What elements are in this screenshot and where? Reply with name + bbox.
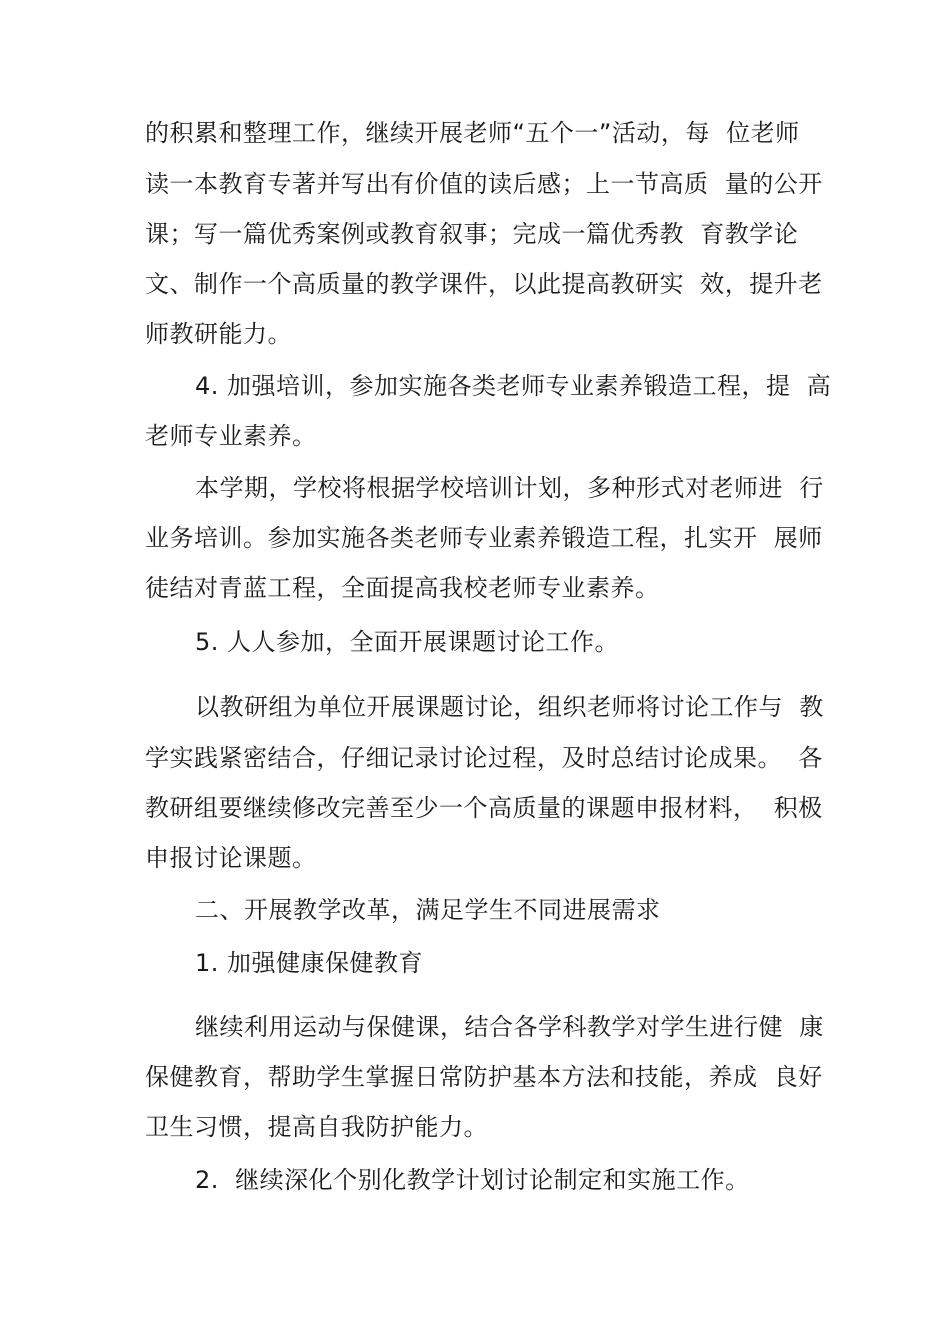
paragraph-start: 以教研组为单位开展课题讨论，组织老师将讨论工作与 教 [195, 693, 824, 721]
text-line: 学实践紧密结合，仔细记录讨论过程，及时总结讨论成果。 各 [145, 744, 823, 772]
paragraph-start: 继续利用运动与保健课，结合各学科教学对学生进行健 康 [195, 1013, 824, 1041]
text-line: 老师专业素养。 [145, 422, 317, 450]
numbered-item: 1. 加强健康保健教育 [195, 949, 424, 977]
text-line: 读一本教育专著并写出有价值的读后感；上一节高质 量的公开 [145, 170, 823, 198]
text-line: 业务培训。参加实施各类老师专业素养锻造工程，扎实开 展师 [145, 524, 823, 552]
numbered-item: 5. 人人参加，全面开展课题讨论工作。 [195, 628, 620, 656]
numbered-item: 2. 继续深化个别化教学计划讨论制定和实施工作。 [195, 1166, 750, 1194]
text-line: 申报讨论课题。 [145, 844, 317, 872]
text-line: 徒结对青蓝工程，全面提高我校老师专业素养。 [145, 574, 660, 602]
text-line: 师教研能力。 [145, 320, 292, 348]
section-heading: 二、开展教学改革，满足学生不同进展需求 [195, 896, 661, 924]
text-line: 保健教育，帮助学生掌握日常防护基本方法和技能，养成 良好 [145, 1063, 823, 1091]
text-line: 教研组要继续修改完善至少一个高质量的课题申报材料， 积极 [145, 794, 823, 822]
text-line: 文、制作一个高质量的教学课件，以此提高教研实 效，提升老 [145, 270, 823, 298]
text-line: 卫生习惯，提高自我防护能力。 [145, 1113, 488, 1141]
text-line: 的积累和整理工作，继续开展老师“五个一”活动，每 位老师 [145, 119, 800, 147]
paragraph-start: 本学期，学校将根据学校培训计划，多种形式对老师进 行 [195, 474, 824, 502]
text-line: 课；写一篇优秀案例或教育叙事；完成一篇优秀教 育教学论 [145, 220, 799, 248]
numbered-item: 4. 加强培训，参加实施各类老师专业素养锻造工程，提 高 [195, 372, 832, 400]
